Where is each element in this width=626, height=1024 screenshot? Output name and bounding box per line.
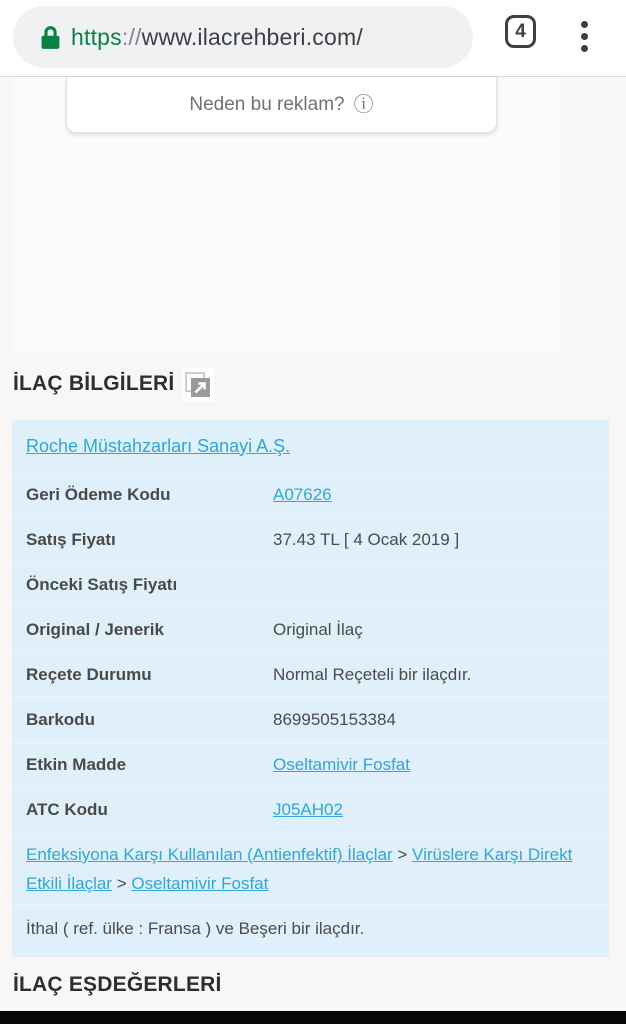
breadcrumb-separator: > <box>397 845 408 864</box>
row-label: ATC Kodu <box>26 800 108 819</box>
table-row <box>12 698 609 743</box>
drug-info-title: İLAÇ BİLGİLERİ <box>13 372 175 395</box>
row-label: Reçete Durumu <box>26 665 152 684</box>
info-icon[interactable]: ⓘ <box>353 93 374 116</box>
menu-dot-icon <box>581 21 588 28</box>
url-separator: :// <box>121 23 142 50</box>
active-ingredient-link[interactable]: Oseltamivir Fosfat <box>273 755 410 774</box>
row-label: Geri Ödeme Kodu <box>26 485 171 504</box>
row-value: Normal Reçeteli bir ilaçdır. <box>273 665 472 684</box>
table-row <box>12 743 609 788</box>
manufacturer-link[interactable]: Roche Müstahzarları Sanayi A.Ş. <box>26 435 291 456</box>
breadcrumb-link-category[interactable]: Enfeksiyona Karşı Kullanılan (Antienfektif) İlaçlar <box>26 845 393 864</box>
breadcrumb-separator: > <box>116 874 127 893</box>
https-lock-icon <box>40 24 61 51</box>
origin-note: İthal ( ref. ülke : Fransa ) ve Beşeri bir ilaçdır. <box>26 919 365 938</box>
breadcrumb <box>12 833 609 906</box>
row-label: Önceki Satış Fiyatı <box>26 575 178 594</box>
tab-switcher-button[interactable] <box>505 15 536 48</box>
browser-chrome <box>0 0 626 77</box>
table-row <box>12 788 609 833</box>
row-value: 8699505153384 <box>273 710 396 729</box>
menu-dot-icon <box>581 33 588 40</box>
manufacturer-row <box>12 420 609 473</box>
table-row <box>12 518 609 563</box>
row-label: Etkin Madde <box>26 755 127 774</box>
table-row <box>12 608 609 653</box>
row-label: Barkodu <box>26 710 95 729</box>
browser-menu-button[interactable] <box>577 17 592 56</box>
table-row <box>12 653 609 698</box>
menu-dot-icon <box>581 45 588 52</box>
why-this-ad-label: Neden bu reklam? <box>189 93 345 115</box>
bottom-system-bar <box>0 1011 626 1024</box>
equivalents-title: İLAÇ EŞDEĞERLERİ <box>13 973 222 996</box>
row-label: Original / Jenerik <box>26 620 164 639</box>
table-row <box>12 563 609 608</box>
url-scheme: https <box>71 23 122 50</box>
equivalents-heading <box>13 973 222 997</box>
row-value: 37.43 TL [ 4 Ocak 2019 ] <box>273 530 460 549</box>
address-bar[interactable] <box>13 6 473 68</box>
atc-code-link[interactable]: J05AH02 <box>273 800 343 819</box>
drug-info-heading <box>13 372 214 402</box>
table-row <box>12 473 609 518</box>
reimbursement-code-link[interactable]: A07626 <box>273 485 332 504</box>
external-link-icon[interactable] <box>182 368 214 402</box>
why-this-ad-box[interactable] <box>66 77 497 133</box>
breadcrumb-link-subcategory[interactable]: Virüslere Karşı Direkt Etkili İlaçlar <box>26 845 573 893</box>
row-value: Original İlaç <box>273 620 363 639</box>
url-host: www.ilacrehberi.com/ <box>141 23 363 50</box>
tab-count: 4 <box>515 20 526 42</box>
url-text <box>71 24 363 51</box>
row-label: Satış Fiyatı <box>26 530 116 549</box>
breadcrumb-link-ingredient[interactable]: Oseltamivir Fosfat <box>131 874 269 893</box>
drug-info-panel <box>12 420 609 957</box>
